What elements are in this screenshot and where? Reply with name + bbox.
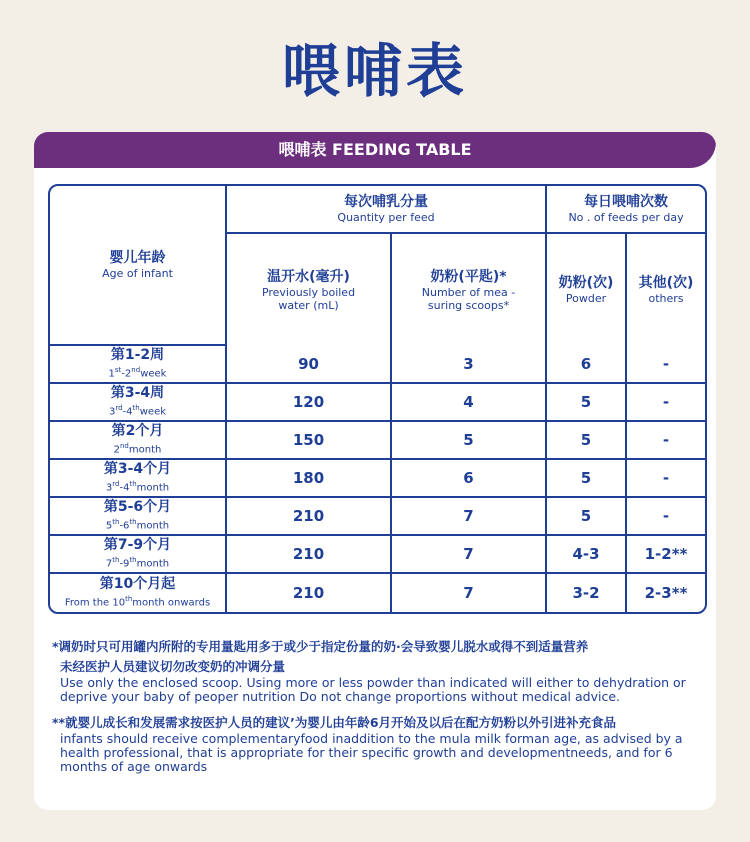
- page-title: 喂哺表: [281, 37, 468, 105]
- table-row: [50, 498, 705, 536]
- water-cell: 150: [227, 422, 392, 460]
- note2-en: infants should receive complementaryfood inaddition to the mula milk forman age, as advised by a health professional, that is appropriate for their specific growth and developmentneeds, and for 6 months of age onwards: [60, 731, 683, 774]
- age-cell: [50, 460, 227, 498]
- scoops-header-en: Number of mea - suring scoops*: [421, 285, 516, 312]
- table-row: [50, 574, 705, 612]
- scoops-cell: 7: [392, 574, 547, 612]
- others-cell: -: [627, 384, 705, 422]
- table-row: [50, 460, 705, 498]
- water-cell: 120: [227, 384, 392, 422]
- feeds-header-en: No . of feeds per day: [568, 211, 684, 224]
- card-header: 喂哺表 FEEDING TABLE: [34, 132, 716, 168]
- scoops-cell: 7: [392, 498, 547, 536]
- age-header: [50, 186, 227, 346]
- age-header-en: Age of infant: [102, 267, 173, 280]
- powder-cell: 5: [547, 384, 627, 422]
- scoops-cell: 3: [392, 346, 547, 384]
- age-cell: [50, 346, 227, 384]
- powder-cell: 4-3: [547, 536, 627, 574]
- age-header-zh: 婴儿年龄: [109, 250, 166, 266]
- feeding-table-card: [34, 132, 716, 810]
- others-header-en: others: [648, 292, 684, 305]
- age-cell: [50, 536, 227, 574]
- others-header: [627, 234, 705, 346]
- others-cell: -: [627, 422, 705, 460]
- age-zh: 第1-2周: [110, 347, 165, 364]
- others-cell: -: [627, 346, 705, 384]
- scoops-cell: 4: [392, 384, 547, 422]
- others-cell: -: [627, 460, 705, 498]
- water-header-zh: 温开水(毫升): [267, 268, 350, 285]
- age-zh: 第3-4个月: [103, 461, 172, 478]
- note1-zh2: 未经医护人员建议切勿改变奶的冲调分量: [60, 659, 286, 674]
- age-zh: 第10个月起: [99, 576, 176, 593]
- water-cell: 210: [227, 574, 392, 612]
- powder-cell: 5: [547, 498, 627, 536]
- age-zh: 第5-6个月: [103, 499, 172, 516]
- age-zh: 第7-9个月: [103, 537, 172, 554]
- note2-zh: **就婴儿成长和发展需求按医护人员的建议’为婴儿由年龄6月开始及以后在配方奶粉以外引进补充食品: [52, 715, 617, 730]
- age-cell: [50, 384, 227, 422]
- age-en: 5th-6thmonth: [105, 518, 170, 532]
- age-en: 3rd-4thweek: [108, 404, 167, 418]
- powder-header-en: Powder: [565, 292, 607, 305]
- others-cell: -: [627, 498, 705, 536]
- scoops-header: [392, 234, 547, 346]
- table-row: [50, 346, 705, 384]
- age-en: 3rd-4thmonth: [105, 480, 170, 494]
- feeds-header: [547, 186, 705, 234]
- table-row: [50, 384, 705, 422]
- powder-header-zh: 奶粉(次): [558, 275, 614, 291]
- scoops-cell: 6: [392, 460, 547, 498]
- others-cell: 2-3**: [644, 584, 688, 602]
- water-cell: 210: [227, 498, 392, 536]
- age-zh: 第2个月: [111, 423, 164, 440]
- scoops-cell: 7: [392, 536, 547, 574]
- powder-header: [547, 234, 627, 346]
- age-zh: 第3-4周: [110, 385, 165, 402]
- powder-cell: 6: [547, 346, 627, 384]
- age-en: From the 10thmonth onwards: [64, 595, 211, 609]
- age-cell: [50, 422, 227, 460]
- table-row: [50, 536, 705, 574]
- scoops-cell: 5: [392, 422, 547, 460]
- quantity-header-zh: 每次哺乳分量: [344, 194, 428, 210]
- feeding-table: [48, 184, 707, 614]
- quantity-header: [227, 186, 547, 234]
- table-body: [50, 346, 705, 612]
- age-cell: [50, 574, 227, 612]
- age-en: 2ndmonth: [113, 442, 162, 456]
- age-en: 1st-2ndweek: [108, 366, 167, 380]
- age-cell: [50, 498, 227, 536]
- feeds-header-zh: 每日喂哺次数: [584, 194, 669, 210]
- age-en: 7th-9thmonth: [105, 556, 170, 570]
- water-cell: 180: [227, 460, 392, 498]
- notes: [52, 638, 702, 774]
- others-cell: 1-2**: [627, 536, 705, 574]
- others-header-zh: 其他(次): [638, 275, 694, 291]
- water-cell: 90: [227, 346, 392, 384]
- powder-cell: 5: [547, 460, 627, 498]
- powder-cell: 5: [547, 422, 627, 460]
- powder-cell: 3-2: [547, 574, 627, 612]
- quantity-header-en: Quantity per feed: [337, 211, 435, 224]
- water-header-en: Previously boiled water (mL): [261, 285, 356, 312]
- table-row: [50, 422, 705, 460]
- water-header: [227, 234, 392, 346]
- scoops-header-zh: 奶粉(平匙)*: [430, 268, 507, 285]
- note1-en: Use only the enclosed scoop. Using more or less powder than indicated will either to dehydration or deprive your baby of peoper nutrition Do not change proportions without medical advice.: [60, 675, 686, 704]
- water-cell: 210: [227, 536, 392, 574]
- note1-zh: *调奶时只可用罐内所附的专用量匙用多于或少于指定份量的奶·会导致婴儿脱水或得不到适量营养: [52, 639, 589, 654]
